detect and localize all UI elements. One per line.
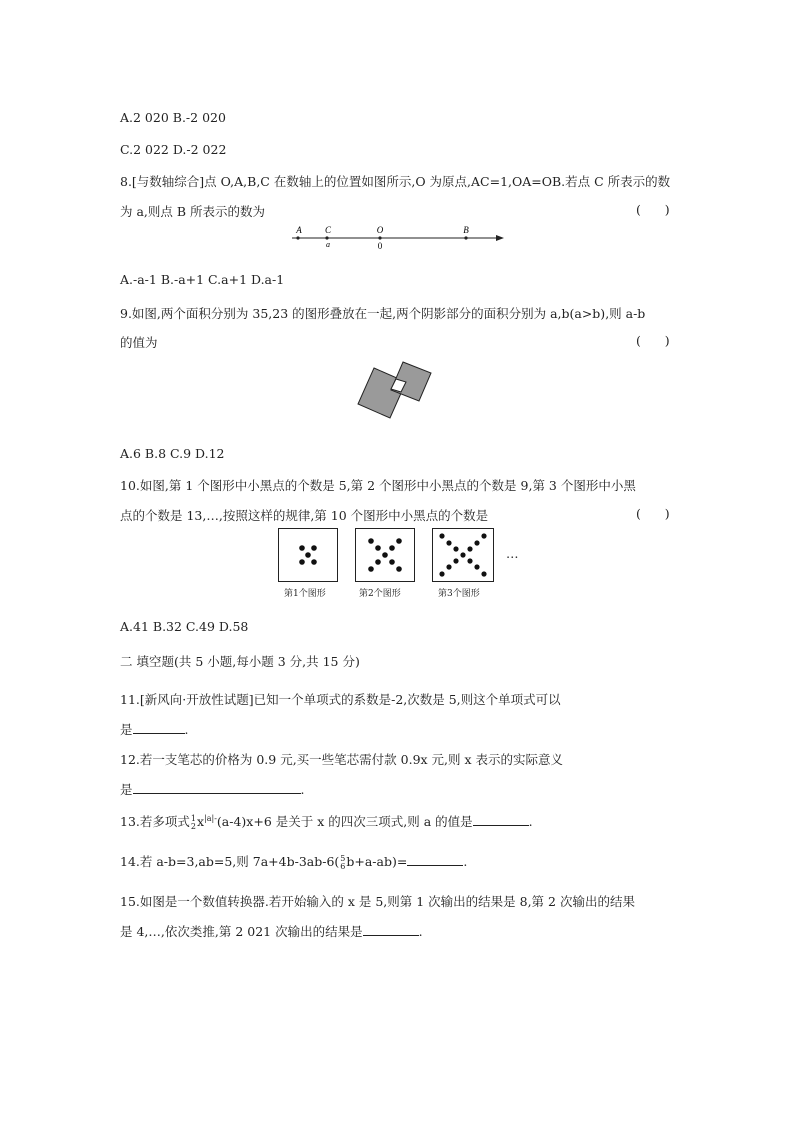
q9-answer-paren: ( ) <box>636 333 670 348</box>
q11-answer-blank[interactable] <box>133 721 185 734</box>
q11-prefix: 是 <box>120 722 133 737</box>
q13-suffix: . <box>528 814 533 829</box>
value-a-label: a <box>326 240 330 249</box>
q10-dot-pattern-3 <box>432 528 494 582</box>
q9-options: A.6 B.8 C.9 D.12 <box>120 446 225 461</box>
q13-answer-blank[interactable] <box>473 813 529 826</box>
q10-caption-2: 第2个图形 <box>359 589 401 599</box>
q14-fraction <box>340 855 345 871</box>
q7-options-cd: C.2 022 D.-2 022 <box>120 142 227 157</box>
q10-caption-1: 第1个图形 <box>284 589 326 599</box>
q8-options: A.-a-1 B.-a+1 C.a+1 D.a-1 <box>120 272 285 287</box>
q15-line1: 15.如图是一个数值转换器.若开始输入的 x 是 5,则第 1 次输出的结果是 8,第 2 次输出的结果 <box>120 894 635 909</box>
q12-line1: 12.若一支笔芯的价格为 0.9 元,买一些笔芯需付款 0.9x 元,则 x 表示的实际意义 <box>120 752 564 767</box>
q11-line2 <box>120 720 189 738</box>
q13-exponent: |a|- <box>204 813 217 823</box>
point-a-label: A <box>296 225 302 235</box>
q14-frac-num: 5 <box>340 853 346 863</box>
q12-answer-blank[interactable] <box>133 781 301 794</box>
q10-answer-paren: ( ) <box>636 506 670 521</box>
q15-line2 <box>120 922 423 940</box>
q14-line <box>120 852 467 871</box>
q13-rest: (a-4)x+6 是关于 x 的四次三项式,则 a 的值是 <box>216 814 473 829</box>
q9-line2: 的值为 <box>120 335 158 350</box>
q10-dot-pattern-2 <box>355 528 415 582</box>
q15-answer-blank[interactable] <box>363 923 419 936</box>
q10-line1: 10.如图,第 1 个图形中小黑点的个数是 5,第 2 个图形中小黑点的个数是 9,第 3 个图形中小黑 <box>120 478 636 493</box>
value-zero-label: 0 <box>377 241 383 251</box>
q8-answer-paren: ( ) <box>636 202 670 217</box>
q14-prefix: 14.若 a-b=3,ab=5,则 7a+4b-3ab-6( <box>120 854 340 869</box>
q14-answer-blank[interactable] <box>407 853 463 866</box>
q13-frac-den: 2 <box>190 821 196 831</box>
q13-fraction <box>191 815 196 831</box>
q13-x: x <box>196 814 205 829</box>
q9-overlapping-squares <box>355 358 437 426</box>
q8-line1: 8.[与数轴综合]点 O,A,B,C 在数轴上的位置如图所示,O 为原点,AC=1,OA=OB.若点 C 所表示的数 <box>120 174 671 189</box>
q10-caption-3: 第3个图形 <box>438 589 480 599</box>
point-c-label: C <box>324 225 332 235</box>
q10-line2: 点的个数是 13,…,按照这样的规律,第 10 个图形中小黑点的个数是 <box>120 508 489 523</box>
q12-line2 <box>120 780 305 798</box>
q14-suffix: . <box>463 854 468 869</box>
q12-suffix: . <box>300 782 305 797</box>
q13-line <box>120 812 533 831</box>
q10-dot-pattern-1 <box>278 528 338 582</box>
q7-options-ab: A.2 020 B.-2 020 <box>120 110 226 125</box>
q13-prefix: 13.若多项式 <box>120 814 190 829</box>
q11-suffix: . <box>184 722 189 737</box>
q12-prefix: 是 <box>120 782 133 797</box>
q9-line1: 9.如图,两个面积分别为 35,23 的图形叠放在一起,两个阴影部分的面积分别为 a,b(a>b),则 a-b <box>120 306 646 321</box>
q13-frac-num: 1 <box>190 813 196 823</box>
q14-frac-den: 6 <box>340 861 346 871</box>
q8-line2: 为 a,则点 B 所表示的数为 <box>120 204 266 219</box>
q10-ellipsis: … <box>506 546 519 561</box>
point-b-label: B <box>463 225 469 235</box>
q14-rest: b+a-ab)= <box>346 854 408 869</box>
point-o-label: O <box>376 225 384 235</box>
q15-suffix: . <box>418 924 423 939</box>
q8-number-line <box>286 222 508 254</box>
q11-line1: 11.[新风向·开放性试题]已知一个单项式的系数是-2,次数是 5,则这个单项式可以 <box>120 692 561 707</box>
q15-text: 是 4,…,依次类推,第 2 021 次输出的结果是 <box>120 924 363 939</box>
section-2-heading: 二 填空题(共 5 小题,每小题 3 分,共 15 分) <box>120 654 360 669</box>
q10-options: A.41 B.32 C.49 D.58 <box>120 619 249 634</box>
